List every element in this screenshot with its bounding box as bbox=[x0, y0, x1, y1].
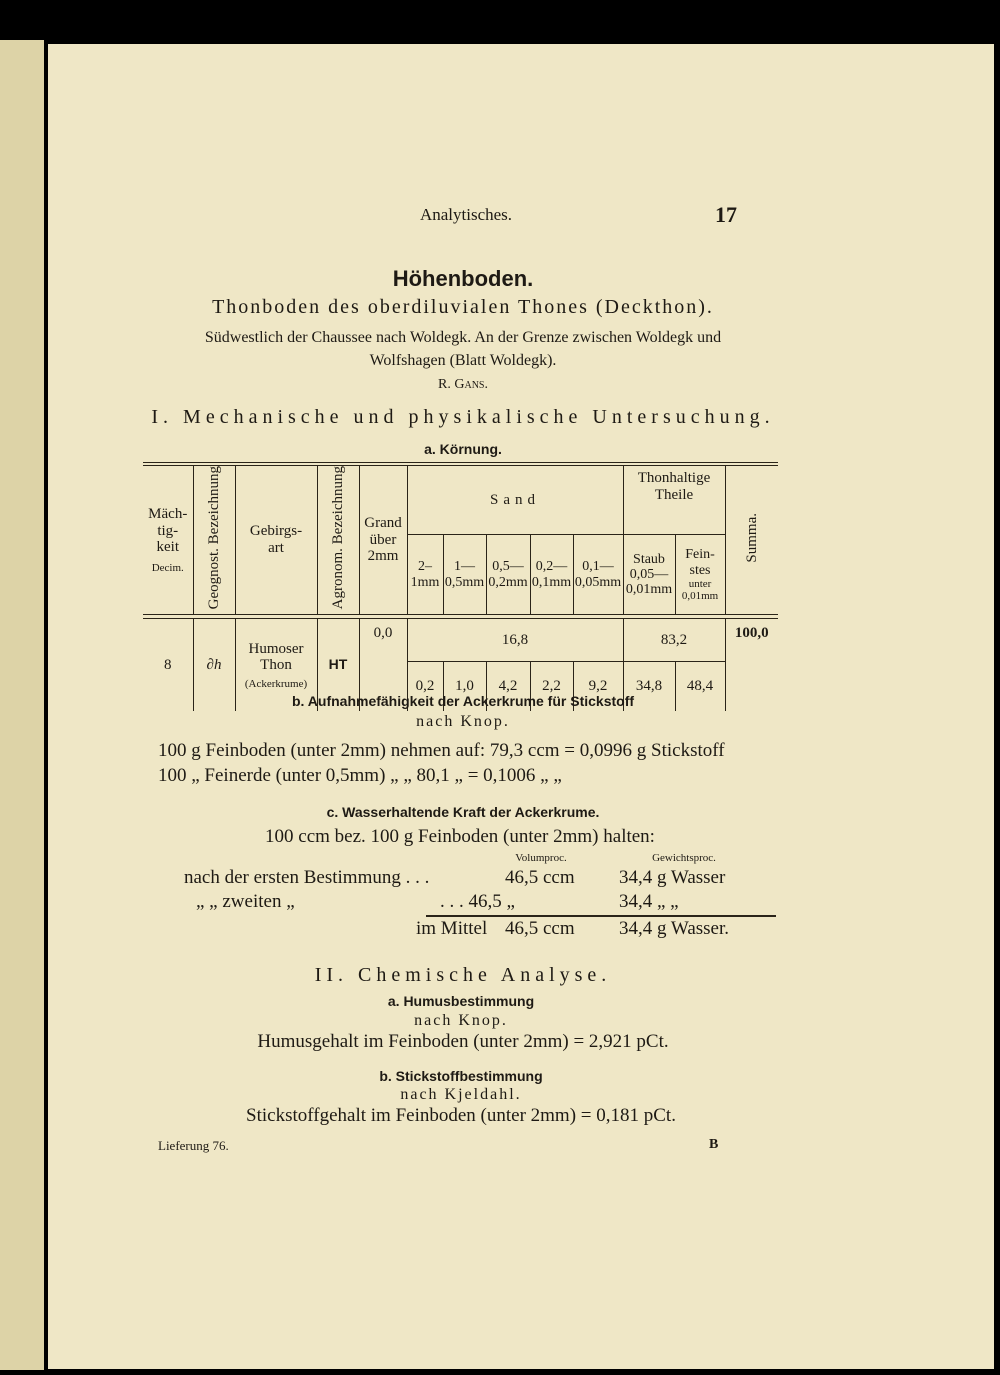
adjacent-page-edge bbox=[0, 40, 44, 1370]
col-staub: Staub 0,05— 0,01mm bbox=[623, 535, 675, 614]
col-sand-02-01mm: 0,2— 0,1mm bbox=[530, 535, 573, 614]
water-col-gewichtsproc: Gewichtsproc. bbox=[652, 852, 716, 864]
section-heading-1: I. Mechanische und physikalische Untersuchung. bbox=[151, 406, 775, 428]
location-line-2: Wolfshagen (Blatt Woldegk). bbox=[369, 352, 557, 369]
page-title: Höhenboden. bbox=[392, 266, 534, 291]
water-col-volumproc: Volumproc. bbox=[515, 852, 567, 864]
water-row-2-vol: . . . 46,5 „ bbox=[440, 891, 515, 912]
col-thonhaltige: Thonhaltige Theile bbox=[623, 464, 725, 535]
subsection-aufnahme: b. Aufnahmefähigkeit der Ackerkrume für Stickstoff bbox=[291, 693, 635, 709]
water-mean-gew: 34,4 g Wasser. bbox=[619, 918, 730, 939]
cell-sand-2: 1,0 bbox=[443, 661, 486, 711]
subsection-koernung: a. Körnung. bbox=[424, 441, 502, 457]
nitrogen-line-1: 100 g Feinboden (unter 2mm) nehmen auf: 79,3 ccm = 0,0996 g Stickstoff bbox=[158, 740, 725, 761]
col-agronom: Agronom. Bezeichnung bbox=[317, 464, 359, 614]
section-heading-2: II. Chemische Analyse. bbox=[314, 964, 612, 986]
water-row-1-gew: 34,4 g Wasser bbox=[619, 867, 726, 888]
cell-gebirgsart: Humoser Thon (Ackerkrume) bbox=[235, 618, 317, 711]
author: R. Gans. bbox=[438, 377, 488, 392]
col-sand: Sand bbox=[407, 464, 623, 535]
subsection-humus: a. Humusbestimmung bbox=[387, 993, 535, 1009]
running-title: Analytisches. bbox=[419, 205, 513, 224]
cell-grand: 0,0 bbox=[359, 618, 407, 711]
water-mean-label: im Mittel bbox=[416, 918, 488, 939]
water-mean-vol: 46,5 ccm bbox=[505, 918, 575, 939]
col-feinstes: Fein- stes unter 0,01mm bbox=[675, 535, 725, 614]
stickstoff-line: Stickstoffgehalt im Feinboden (unter 2mm) = 0,181 pCt. bbox=[246, 1105, 676, 1126]
cell-staub: 34,8 bbox=[623, 661, 675, 711]
col-summa: Summa. bbox=[725, 464, 778, 614]
cell-maechtigkeit: 8 bbox=[143, 618, 193, 711]
cell-summa: 100,0 bbox=[725, 618, 778, 711]
col-sand-2-1mm: 2– 1mm bbox=[407, 535, 443, 614]
water-intro: 100 ccm bez. 100 g Feinboden (unter 2mm) halten: bbox=[265, 826, 655, 847]
cell-sand-total: 16,8 bbox=[407, 618, 623, 661]
location-line-1: Südwestlich der Chaussee nach Woldegk. An der Grenze zwischen Woldegk und bbox=[204, 329, 722, 346]
water-row-1-label: nach der ersten Bestimmung . . . bbox=[184, 867, 430, 888]
subsection-humus-sub: nach Knop. bbox=[414, 1012, 508, 1029]
water-row-1-vol: 46,5 ccm bbox=[505, 867, 575, 888]
cell-agronom: HT bbox=[317, 618, 359, 711]
humus-line: Humusgehalt im Feinboden (unter 2mm) = 2,921 pCt. bbox=[257, 1031, 669, 1052]
col-sand-01-005mm: 0,1— 0,05mm bbox=[573, 535, 623, 614]
footer-sheet-mark: B bbox=[709, 1137, 719, 1152]
subtitle: Thonboden des oberdiluvialen Thones (Deckthon). bbox=[212, 296, 714, 318]
nitrogen-line-2: 100 „ Feinerde (unter 0,5mm) „ „ 80,1 „ = 0,1006 „ „ bbox=[158, 765, 562, 786]
cell-geognost: ∂h bbox=[193, 618, 235, 711]
col-sand-05-02mm: 0,5— 0,2mm bbox=[486, 535, 530, 614]
page-number: 17 bbox=[715, 202, 737, 227]
koernung-table bbox=[143, 462, 778, 711]
col-grand: Grand über 2mm bbox=[359, 464, 407, 614]
col-maechtigkeit: Mäch- tig- keit Decim. bbox=[143, 464, 193, 614]
cell-sand-4: 2,2 bbox=[530, 661, 573, 711]
subsection-stickstoff: b. Stickstoffbestimmung bbox=[379, 1068, 543, 1084]
cell-sand-1: 0,2 bbox=[407, 661, 443, 711]
subsection-aufnahme-sub: nach Knop. bbox=[416, 713, 510, 730]
cell-thon-total: 83,2 bbox=[623, 618, 725, 661]
cell-sand-5: 9,2 bbox=[573, 661, 623, 711]
col-geognost: Geognost. Bezeichnung bbox=[193, 464, 235, 614]
col-sand-1-05mm: 1— 0,5mm bbox=[443, 535, 486, 614]
cell-sand-3: 4,2 bbox=[486, 661, 530, 711]
sum-rule bbox=[426, 915, 776, 917]
subsection-stickstoff-sub: nach Kjeldahl. bbox=[400, 1086, 522, 1103]
footer-signature: Lieferung 76. bbox=[158, 1138, 229, 1153]
col-gebirgsart: Gebirgs- art bbox=[235, 464, 317, 614]
water-row-2-label: „ „ zweiten „ bbox=[196, 891, 295, 912]
subsection-wasser: c. Wasserhaltende Kraft der Ackerkrume. bbox=[326, 804, 600, 820]
water-row-2-gew: 34,4 „ „ bbox=[619, 891, 679, 912]
cell-feinstes: 48,4 bbox=[675, 661, 725, 711]
